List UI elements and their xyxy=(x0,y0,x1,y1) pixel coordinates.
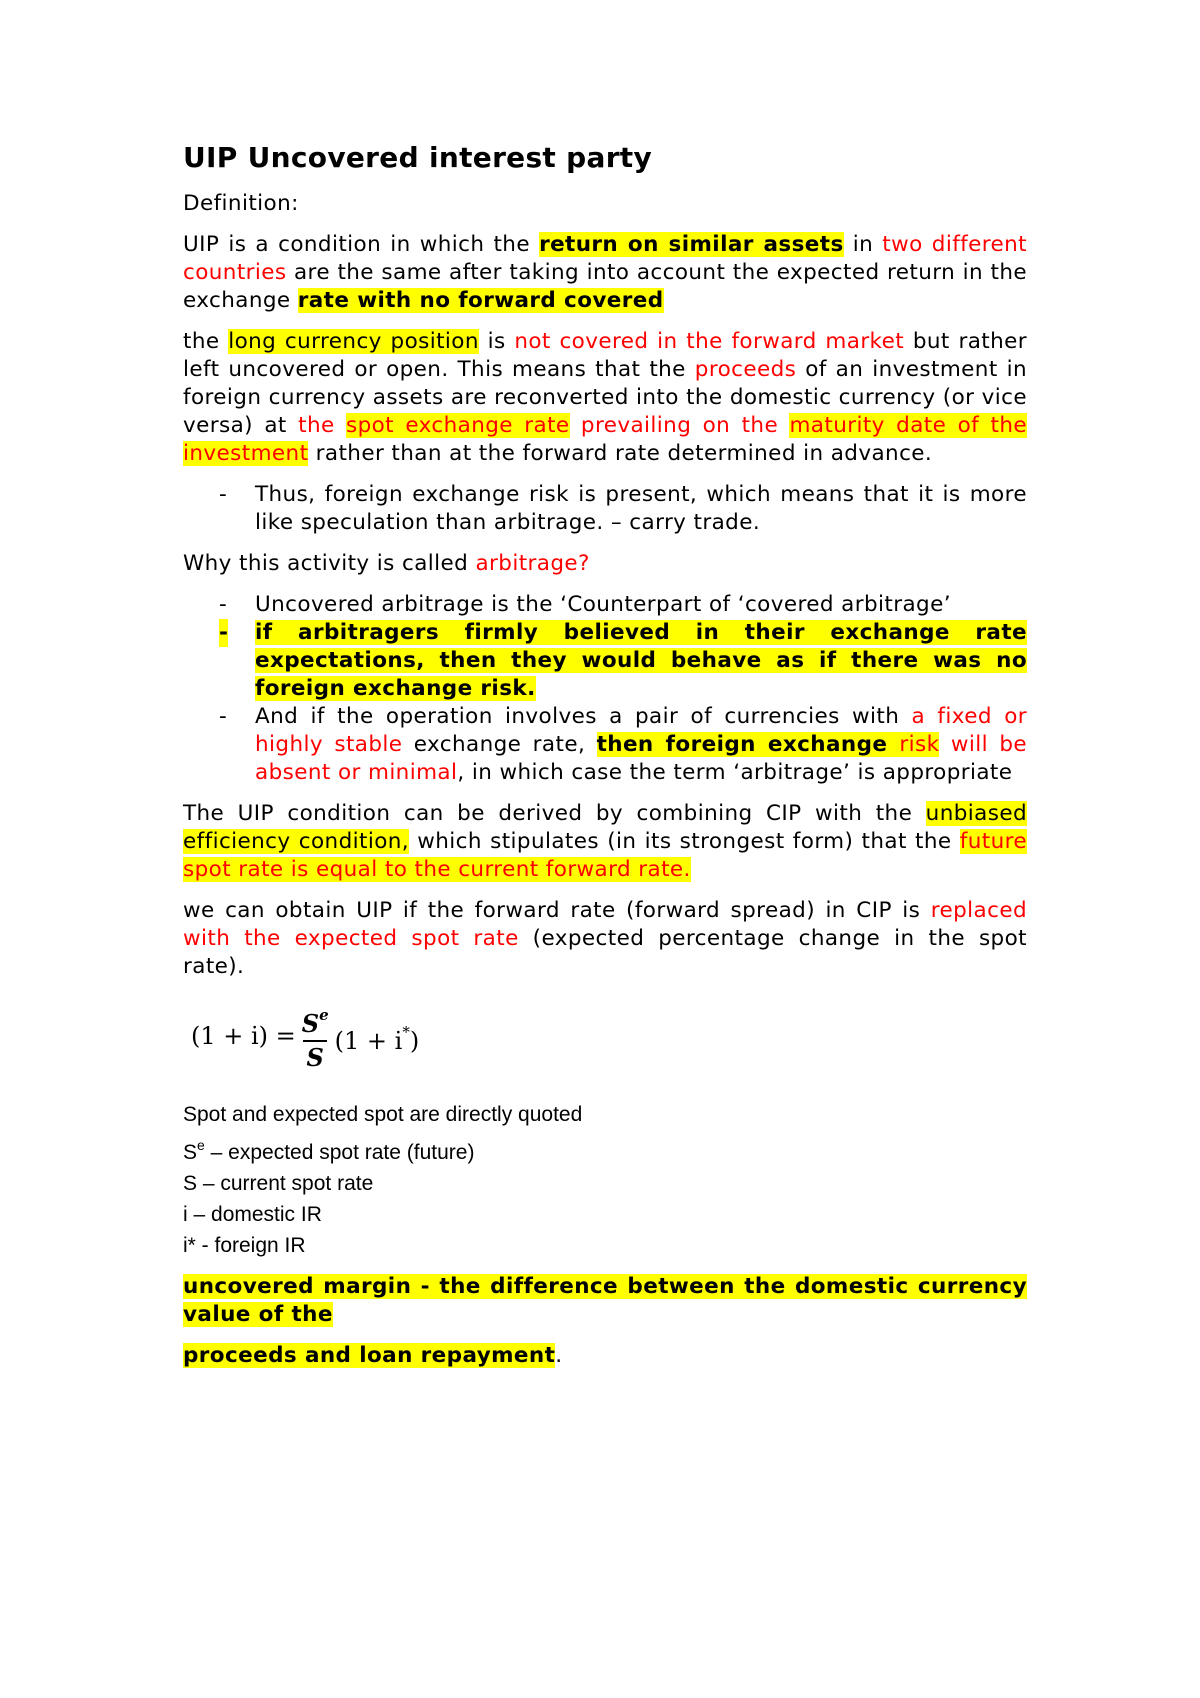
highlight-emphasis-run: risk xyxy=(899,732,940,757)
legend-line xyxy=(183,1130,1027,1168)
emphasis-run: replaced with the expected spot rate xyxy=(183,898,1027,951)
text-run: of an investment in foreign currency assets are reconverted into the domestic currency (or vice versa) at xyxy=(183,357,1027,438)
text-run: And if the operation involves a pair of currencies with xyxy=(255,704,912,729)
text-run: UIP is a condition in which the xyxy=(183,232,540,257)
uip-formula xyxy=(191,999,1027,1073)
formula-lhs: (1 + i) = xyxy=(191,1022,296,1050)
highlight-emphasis-run: spot exchange rate xyxy=(345,413,570,438)
text-run: are the same after taking into account the expected return in the exchange xyxy=(183,260,1027,313)
text-run: is xyxy=(478,329,515,354)
paragraph-obtain-uip xyxy=(183,897,1027,981)
text-run: we can obtain UIP if the forward rate (forward spread) in CIP is xyxy=(183,898,931,923)
highlight-run: long currency position xyxy=(228,329,479,354)
text-run: rather than at the forward rate determined in advance. xyxy=(308,441,933,466)
rhs-close: ) xyxy=(409,1026,420,1055)
highlight-run: unbiased efficiency condition, xyxy=(183,801,1027,854)
text-run: , in which case the term ‘arbitrage’ is appropriate xyxy=(457,760,1013,785)
list-item-text: Thus, foreign exchange risk is present, which means that it is more like speculation than arbitrage. – carry trade. xyxy=(255,482,1027,535)
highlight-run: proceeds and loan repayment xyxy=(183,1343,556,1368)
text-run: . xyxy=(555,1343,563,1368)
formula-fraction xyxy=(302,1001,329,1072)
emphasis-run: prevailing on the xyxy=(580,413,790,438)
numerator-symbol: S xyxy=(301,1008,320,1038)
page-title: UIP Uncovered interest party xyxy=(183,141,653,174)
legend-line: i* - foreign IR xyxy=(183,1234,306,1257)
text-run: but rather left uncovered or open. This means that the xyxy=(183,329,1027,382)
list-item-text: Uncovered arbitrage is the ‘Counterpart of ‘covered arbitrage’ xyxy=(255,592,951,617)
text-run: (expected percentage change in the spot rate). xyxy=(183,926,1027,979)
bullet-list-arbitrage xyxy=(183,591,1027,787)
dash-bullet: - xyxy=(219,592,228,617)
highlight-run: then foreign exchange xyxy=(596,732,900,757)
question-heading xyxy=(183,550,1027,578)
dash-bullet: - xyxy=(219,482,228,507)
text-run: in xyxy=(843,232,883,257)
emphasis-run: two different countries xyxy=(183,232,1028,285)
list-item xyxy=(183,619,1027,703)
dash-bullet: - xyxy=(219,704,228,729)
legend-text: – expected spot rate (future) xyxy=(204,1141,475,1164)
text-run: the xyxy=(183,329,229,354)
highlight-run: uncovered margin - the difference between the domestic currency value of the xyxy=(183,1274,1027,1327)
formula-numerator xyxy=(302,1001,329,1038)
legend-line: Spot and expected spot are directly quoted xyxy=(183,1103,583,1126)
text-run: which stipulates (in its strongest form) that the xyxy=(409,829,960,854)
legend-symbol: S xyxy=(183,1141,198,1164)
numerator-superscript: e xyxy=(319,1005,329,1024)
dash-bullet: - xyxy=(219,620,229,645)
emphasis-run: a fixed or highly stable xyxy=(255,704,1027,757)
legend-line: i – domestic IR xyxy=(183,1203,322,1226)
formula-legend xyxy=(183,1099,1027,1261)
formula-denominator: S xyxy=(306,1042,324,1072)
emphasis-run: proceeds xyxy=(694,357,797,382)
text-run: Why this activity is called xyxy=(183,551,476,576)
highlight-run: return on similar assets xyxy=(539,232,844,257)
formula-rhs xyxy=(335,1018,420,1055)
legend-superscript: e xyxy=(197,1137,205,1153)
legend-line: S – current spot rate xyxy=(183,1172,374,1195)
rhs-open: (1 + i xyxy=(334,1026,403,1055)
rhs-superscript: * xyxy=(402,1022,410,1041)
paragraph-long-position xyxy=(183,328,1027,468)
paragraph-derivation xyxy=(183,800,1027,884)
emphasis-run: arbitrage? xyxy=(475,551,590,576)
definition-label: Definition: xyxy=(183,191,299,216)
highlight-emphasis-run: future spot rate is equal to the current forward rate. xyxy=(183,829,1028,882)
list-item xyxy=(183,481,1027,537)
text-run: The UIP condition can be derived by combining CIP with the xyxy=(183,801,926,826)
fraction-bar xyxy=(303,1040,327,1042)
list-item-text: if arbitragers firmly believed in their exchange rate expectations, then they would behave as if there was no foreign exchange risk. xyxy=(255,620,1027,701)
paragraph-proceeds xyxy=(183,1342,1027,1370)
highlight-emphasis-run: maturity date of the investment xyxy=(183,413,1027,466)
emphasis-run: the xyxy=(298,413,346,438)
list-item xyxy=(183,591,1027,619)
highlight-run: rate with no forward covered xyxy=(297,288,664,313)
list-item xyxy=(183,703,1027,787)
emphasis-run: will be absent or minimal xyxy=(255,732,1028,785)
paragraph-uncovered-margin xyxy=(183,1273,1027,1329)
bullet-list-risk xyxy=(183,481,1027,537)
text-run: exchange rate, xyxy=(402,732,597,757)
paragraph-definition xyxy=(183,231,1027,315)
emphasis-run: not covered in the forward market xyxy=(514,329,905,354)
document-body xyxy=(183,140,1027,1383)
